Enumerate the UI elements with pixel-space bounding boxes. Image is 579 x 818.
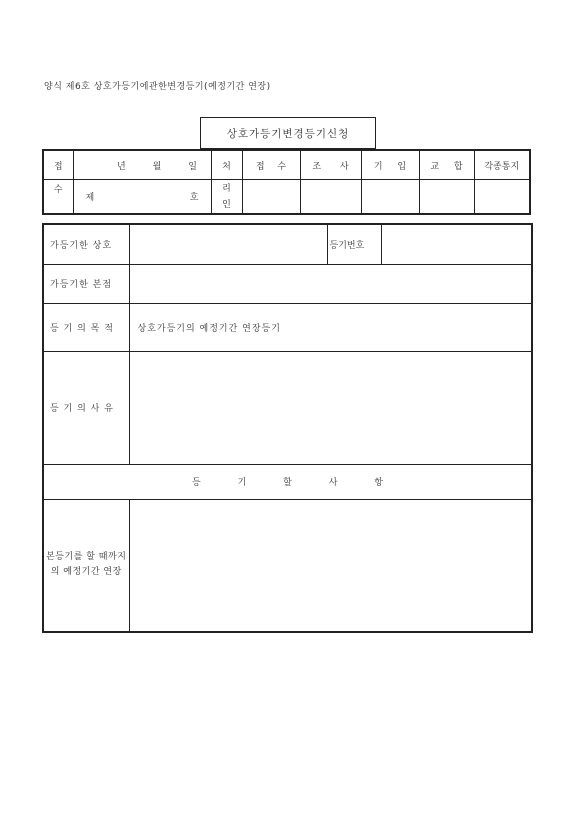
application-table: [42, 223, 533, 633]
col-check: 교 합: [419, 150, 474, 180]
head-office-label: 가등기한 본점: [43, 264, 129, 303]
receipt-label-top: 접: [43, 150, 73, 180]
number-prefix: 제: [85, 193, 95, 204]
number-suffix: 호: [189, 193, 199, 204]
registration-number-field[interactable]: [381, 224, 532, 264]
cause-label: 등 기 의 사 유: [43, 351, 129, 464]
processing-label-2: 리: [222, 183, 231, 194]
col-receipt: 접 수: [242, 150, 300, 180]
review-stamp-cell[interactable]: [300, 180, 361, 214]
form-title: 상호가등기변경등기신청: [200, 117, 376, 149]
extension-label: 본등기를 할 때까지의 예정기간 연장: [43, 499, 129, 632]
col-notice: 각종통지: [474, 150, 530, 180]
notice-stamp-cell[interactable]: [474, 180, 530, 214]
col-review: 조 사: [300, 150, 361, 180]
day-label: 일: [188, 161, 197, 172]
trade-name-field[interactable]: [129, 224, 327, 264]
purpose-label: 등 기 의 목 적: [43, 303, 129, 351]
form-caption: 양식 제6호 상호가등기에관한변경등기(예정기간 연장): [44, 82, 271, 92]
entry-stamp-cell[interactable]: [361, 180, 419, 214]
processing-label-top: 처: [211, 150, 242, 180]
col-entry: 기 입: [361, 150, 419, 180]
receipt-label-bottom: 수: [43, 180, 73, 214]
receipt-date-cell[interactable]: [73, 150, 211, 180]
month-label: 월: [152, 161, 162, 172]
processing-label-3: 인: [222, 199, 231, 210]
trade-name-label: 가등기한 상호: [43, 224, 129, 264]
check-stamp-cell[interactable]: [419, 180, 474, 214]
year-label: 년: [116, 161, 126, 172]
cause-field[interactable]: [129, 351, 532, 464]
registration-number-label: 등기번호: [327, 224, 381, 264]
head-office-field[interactable]: [129, 264, 532, 303]
section-header: 등 기 할 사 항: [43, 464, 532, 499]
receipt-number-cell[interactable]: [73, 180, 211, 214]
purpose-field[interactable]: 상호가등기의 예정기간 연장등기: [129, 303, 532, 351]
extension-field[interactable]: [129, 499, 532, 632]
receipt-table: [42, 149, 531, 215]
receipt-stamp-cell[interactable]: [242, 180, 300, 214]
processing-label-bottom: [211, 180, 242, 214]
